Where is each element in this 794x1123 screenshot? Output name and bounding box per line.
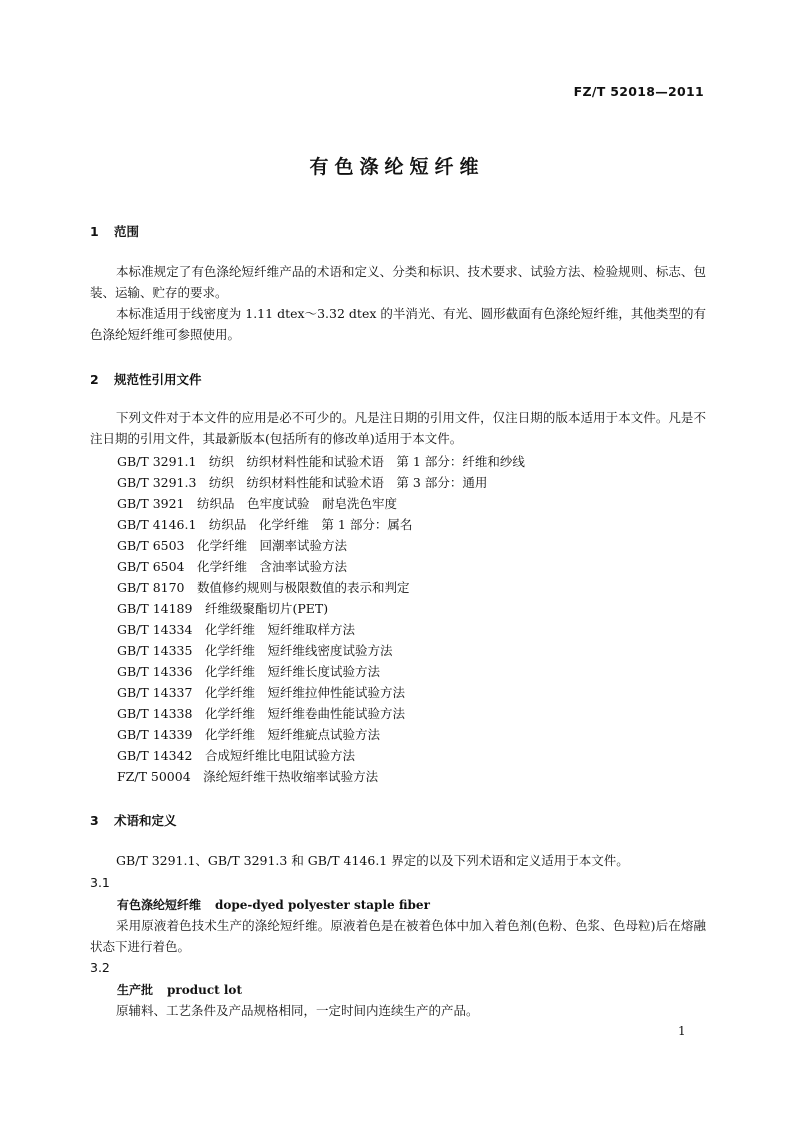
- section-number: 3: [90, 813, 99, 828]
- reference-item: GB/T 3921 纺织品 色牢度试验 耐皂洗色牢度: [117, 496, 398, 511]
- term-chinese: 有色涤纶短纤维: [117, 898, 202, 912]
- term-number: 3.2: [90, 960, 110, 975]
- term-definition: 采用原液着色技术生产的涤纶短纤维。原液着色是在被着色体中加入着色剂(色粉、色浆、色母粒)后在熔融状态下进行着色。: [90, 918, 706, 954]
- reference-item: GB/T 14338 化学纤维 短纤维卷曲性能试验方法: [117, 706, 405, 721]
- page-number: 1: [678, 1024, 686, 1038]
- reference-item: GB/T 14339 化学纤维 短纤维疵点试验方法: [117, 727, 380, 742]
- document-title: 有色涤纶短纤维: [309, 156, 485, 178]
- term-definition: 原辅料、工艺条件及产品规格相同，一定时间内连续生产的产品。: [116, 1003, 479, 1018]
- reference-item: FZ/T 50004 涤纶短纤维干热收缩率试验方法: [117, 769, 379, 784]
- reference-item: GB/T 3291.1 纺织 纺织材料性能和试验术语 第 1 部分：纤维和纱线: [117, 454, 525, 469]
- reference-item: GB/T 4146.1 纺织品 化学纤维 第 1 部分：属名: [117, 517, 413, 532]
- term-english: dope-dyed polyester staple fiber: [215, 898, 430, 912]
- section-title: 范围: [114, 224, 140, 239]
- reference-item: GB/T 14342 合成短纤维比电阻试验方法: [117, 748, 355, 763]
- reference-item: GB/T 8170 数值修约规则与极限数值的表示和判定: [117, 580, 410, 595]
- reference-item: GB/T 3291.3 纺织 纺织材料性能和试验术语 第 3 部分：通用: [117, 475, 488, 490]
- standard-code: FZ/T 52018—2011: [573, 84, 704, 99]
- reference-item: GB/T 14189 纤维级聚酯切片(PET): [117, 601, 329, 616]
- section-heading-terms-definitions: [90, 811, 177, 829]
- section-number: 2: [90, 372, 99, 387]
- term-heading: [117, 981, 242, 998]
- paragraph: 本标准规定了有色涤纶短纤维产品的术语和定义、分类和标识、技术要求、试验方法、检验规则、标志、包装、运输、贮存的要求。: [90, 264, 706, 300]
- section-title: 术语和定义: [114, 813, 177, 828]
- reference-item: GB/T 6503 化学纤维 回潮率试验方法: [117, 538, 348, 553]
- reference-item: GB/T 14336 化学纤维 短纤维长度试验方法: [117, 664, 380, 679]
- section-heading-scope: [90, 222, 139, 240]
- reference-item: GB/T 14337 化学纤维 短纤维拉伸性能试验方法: [117, 685, 405, 700]
- reference-item: GB/T 6504 化学纤维 含油率试验方法: [117, 559, 348, 574]
- term-heading: [117, 896, 430, 913]
- paragraph: 本标准适用于线密度为 1.11 dtex～3.32 dtex 的半消光、有光、圆形截面有色涤纶短纤维，其他类型的有色涤纶短纤维可参照使用。: [90, 306, 706, 342]
- section-title: 规范性引用文件: [114, 372, 202, 387]
- section-number: 1: [90, 224, 99, 239]
- term-number: 3.1: [90, 875, 110, 890]
- paragraph: GB/T 3291.1、GB/T 3291.3 和 GB/T 4146.1 界定的以及下列术语和定义适用于本文件。: [116, 853, 629, 868]
- reference-item: GB/T 14334 化学纤维 短纤维取样方法: [117, 622, 355, 637]
- paragraph: 下列文件对于本文件的应用是必不可少的。凡是注日期的引用文件，仅注日期的版本适用于本文件。凡是不注日期的引用文件，其最新版本(包括所有的修改单)适用于本文件。: [90, 410, 706, 446]
- section-heading-normative-references: [90, 370, 202, 388]
- term-english: product lot: [167, 983, 242, 997]
- term-chinese: 生产批: [117, 983, 154, 997]
- reference-item: GB/T 14335 化学纤维 短纤维线密度试验方法: [117, 643, 393, 658]
